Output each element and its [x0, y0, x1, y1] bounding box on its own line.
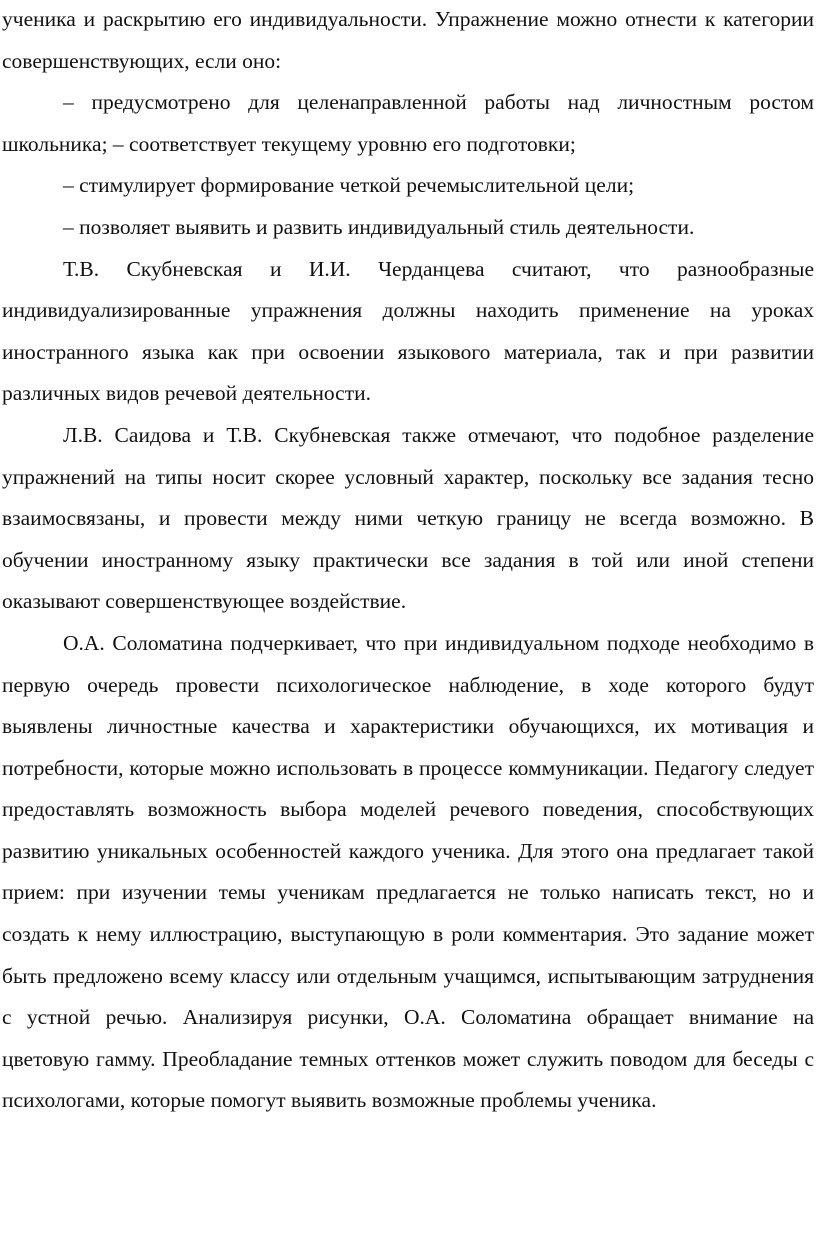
- paragraph-saidova-skubnevskaya: Л.В. Саидова и Т.В. Скубневская также отмечают, что подобное разделение упражнений на типы носит скорее условный характер, поскольку все задания тесно взаимосвязаны, и провести между ними четкую границу не всегда возможно. В обучении иностранному языку практически все задания в той или иной степени оказывают совершенствующее воздействие.: [2, 422, 814, 614]
- paragraph-solomatina: О.А. Соломатина подчеркивает, что при индивидуальном подходе необходимо в первую очередь провести психологическое наблюдение, в ходе которого будут выявлены личностные качества и характеристики обучающихся, их мотивация и потребности, которые можно использовать в процессе коммуникации. Педагогу следует предоставлять возможность выбора моделей речевого поведения, способствующих развитию уникальных особенностей каждого ученика. Для этого она предлагает такой прием: при изучении темы ученикам предлагается не только написать текст, но и создать к нему иллюстрацию, выступающую в роли комментария. Это задание может быть предложено всему классу или отдельным учащимся, испытывающим затруднения с устной речью. Анализируя рисунки, О.А. Соломатина обращает внимание на цветовую гамму. Преобладание темных оттенков может служить поводом для беседы с психологами, которые помогут выявить возможные проблемы ученика.: [2, 630, 814, 1113]
- paragraph-skubnevskaya-cherdantseva: Т.В. Скубневская и И.И. Черданцева считают, что разнообразные индивидуализированные упражнения должны находить применение на уроках иностранного языка как при освоении языкового материала, так и при развитии различных видов речевой деятельности.: [2, 256, 814, 406]
- paragraph-list-items-1: – предусмотрено для целенаправленной работы над личностным ростом школьника; – соответствует текущему уровню его подготовки;: [2, 90, 814, 156]
- paragraph-list-item-stimulates: – стимулирует формирование четкой речемыслительной цели;: [63, 173, 635, 198]
- paragraph-continuation: ученика и раскрытию его индивидуальности. Упражнение можно отнести к категории совершенствующих, если оно:: [2, 7, 814, 73]
- paragraph-list-item-allows: – позволяет выявить и развить индивидуальный стиль деятельности.: [63, 214, 695, 239]
